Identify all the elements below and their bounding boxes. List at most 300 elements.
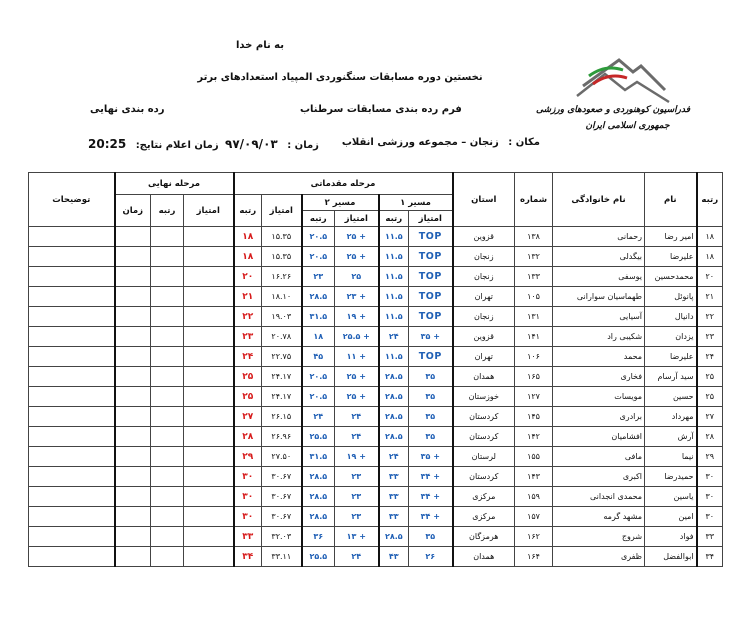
route2-score-cell: + ۱۳: [335, 527, 379, 547]
route1-score-cell: ۳۵: [409, 427, 453, 447]
prelim-rank-cell: ۳۳: [234, 527, 262, 547]
final-time-cell: [115, 287, 151, 307]
province-cell: کردستان: [453, 467, 515, 487]
province-cell: کردستان: [453, 427, 515, 447]
prelim-score-cell: ۲۴.۱۷: [262, 387, 302, 407]
number-cell: ۱۶۵: [515, 367, 553, 387]
final-time-cell: [115, 247, 151, 267]
first-name-cell: امیر رضا: [645, 227, 697, 247]
rank-cell: ۲۰: [697, 267, 723, 287]
route1-score-cell: + ۳۵: [409, 447, 453, 467]
rank-cell: ۱۸: [697, 227, 723, 247]
route2-rank-cell: ۲۰.۵: [302, 247, 335, 267]
number-cell: ۱۵۷: [515, 507, 553, 527]
route2-score-cell: + ۲۵.۵: [335, 327, 379, 347]
route2-score-cell: ۲۳: [335, 507, 379, 527]
route2-rank-cell: ۲۵.۵: [302, 547, 335, 567]
prelim-score-cell: ۳۰.۶۷: [262, 487, 302, 507]
notes-cell: [29, 467, 115, 487]
province-cell: همدان: [453, 367, 515, 387]
prelim-stage-header: مرحله مقدماتی: [234, 173, 453, 195]
prelim-score-cell: ۳۰.۶۷: [262, 507, 302, 527]
notes-cell: [29, 347, 115, 367]
route2-rank-cell: ۳۶: [302, 527, 335, 547]
rank-cell: ۲۱: [697, 287, 723, 307]
final-rank-cell: [151, 347, 184, 367]
number-cell: ۱۳۲: [515, 247, 553, 267]
route2-score-cell: + ۲۵: [335, 247, 379, 267]
final-score-cell: [184, 267, 234, 287]
first-name-cell: دانیال: [645, 307, 697, 327]
route1-rank-cell: ۱۱.۵: [379, 287, 409, 307]
final-score-cell: [184, 347, 234, 367]
table-row: [29, 527, 723, 547]
last-name-cell: محمدی انجدانی: [553, 487, 645, 507]
number-cell: ۱۴۱: [515, 327, 553, 347]
final-time-cell: [115, 267, 151, 287]
route1-rank-cell: ۳۳: [379, 487, 409, 507]
prelim-score-cell: ۲۷.۵۰: [262, 447, 302, 467]
rank-cell: ۲۵: [697, 387, 723, 407]
route1-score-cell: + ۳۴: [409, 487, 453, 507]
col-rank-header: رتبه: [697, 173, 723, 227]
route2-score-cell: ۲۴: [335, 427, 379, 447]
prelim-score-cell: ۱۵.۳۵: [262, 247, 302, 267]
final-time-cell: [115, 507, 151, 527]
route1-score-cell: ۳۵: [409, 407, 453, 427]
route2-rank-cell: ۲۴: [302, 407, 335, 427]
route1-rank-cell: ۴۳: [379, 547, 409, 567]
number-cell: ۱۵۹: [515, 487, 553, 507]
form-title: فرم رده بندی مسابقات سرطناب: [300, 104, 462, 115]
notes-cell: [29, 267, 115, 287]
first-name-cell: پانوئل: [645, 287, 697, 307]
route1-rank-cell: ۲۴: [379, 327, 409, 347]
federation-logo-text: [536, 102, 690, 134]
final-score-cell: [184, 367, 234, 387]
number-cell: ۱۲۷: [515, 387, 553, 407]
route2-rank-cell: ۲۰.۵: [302, 367, 335, 387]
final-time-cell: [115, 347, 151, 367]
first-name-cell: فواد: [645, 527, 697, 547]
table-row: [29, 427, 723, 447]
first-name-cell: نیما: [645, 447, 697, 467]
first-name-cell: علیرضا: [645, 347, 697, 367]
last-name-cell: بیگدلی: [553, 247, 645, 267]
logo-line-2: جمهوری اسلامی ایران: [585, 121, 670, 131]
route1-score-cell: TOP: [409, 347, 453, 367]
route1-rank-cell: ۱۱.۵: [379, 347, 409, 367]
route2-score-cell: ۲۳: [335, 487, 379, 507]
table-row: [29, 307, 723, 327]
last-name-cell: شروج: [553, 527, 645, 547]
rank-cell: ۲۴: [697, 347, 723, 367]
province-cell: همدان: [453, 547, 515, 567]
rank-cell: ۲۳: [697, 327, 723, 347]
route1-rank-cell: ۲۸.۵: [379, 367, 409, 387]
prelim-rank-cell: ۲۳: [234, 327, 262, 347]
province-cell: تهران: [453, 347, 515, 367]
route1-score-cell: TOP: [409, 307, 453, 327]
route2-rank-cell: ۳۱.۵: [302, 307, 335, 327]
first-name-cell: حسین: [645, 387, 697, 407]
table-row: [29, 547, 723, 567]
notes-cell: [29, 327, 115, 347]
notes-cell: [29, 547, 115, 567]
final-rank-cell: [151, 287, 184, 307]
final-ranking-label: رده بندی نهایی: [90, 104, 165, 115]
route2-rank-cell: ۲۸.۵: [302, 507, 335, 527]
number-cell: ۱۶۴: [515, 547, 553, 567]
table-row: [29, 347, 723, 367]
logo-line-1: فدراسیون کوهنوردی و صعودهای ورزشی: [536, 105, 690, 115]
flag-red-stripe: [593, 76, 627, 84]
route1-rank-cell: ۱۱.۵: [379, 307, 409, 327]
province-cell: لرستان: [453, 447, 515, 467]
competition-title: نخستین دوره مسابقات سنگنوردی المپیاد استعدادهای برتر: [197, 72, 483, 83]
mountain-peak-icon: [583, 60, 665, 90]
notes-cell: [29, 427, 115, 447]
route2-header: مسیر ۲: [302, 195, 379, 211]
province-cell: خوزستان: [453, 387, 515, 407]
table-row: [29, 227, 723, 247]
first-name-cell: ابوالفضل: [645, 547, 697, 567]
final-rank-cell: [151, 387, 184, 407]
prelim-rank-cell: ۲۱: [234, 287, 262, 307]
last-name-cell: طهماسیان سوارانی: [553, 287, 645, 307]
final-time-cell: [115, 367, 151, 387]
first-name-cell: مهرداد: [645, 407, 697, 427]
prelim-score-cell: ۱۸.۱۰: [262, 287, 302, 307]
route2-score-header: امتیاز: [335, 211, 379, 227]
province-cell: قزوین: [453, 227, 515, 247]
final-time-cell: [115, 527, 151, 547]
prelim-score-cell: ۲۶.۹۶: [262, 427, 302, 447]
results-time-info: [88, 137, 219, 151]
first-name-cell: یاسین: [645, 487, 697, 507]
final-score-cell: [184, 287, 234, 307]
prelim-rank-cell: ۲۲: [234, 307, 262, 327]
prelim-score-cell: ۲۶.۱۵: [262, 407, 302, 427]
table-row: [29, 467, 723, 487]
route1-score-cell: TOP: [409, 267, 453, 287]
final-rank-cell: [151, 307, 184, 327]
prelim-rank-cell: ۳۰: [234, 507, 262, 527]
prelim-rank-cell: ۲۹: [234, 447, 262, 467]
final-stage-header: مرحله نهایی: [115, 173, 234, 195]
route2-rank-cell: ۲۵.۵: [302, 427, 335, 447]
results-table-body: [29, 227, 723, 567]
last-name-cell: مافی: [553, 447, 645, 467]
prelim-rank-cell: ۳۴: [234, 547, 262, 567]
route2-score-cell: ۲۴: [335, 547, 379, 567]
province-cell: تهران: [453, 287, 515, 307]
final-score-cell: [184, 247, 234, 267]
notes-cell: [29, 447, 115, 467]
prelim-rank-cell: ۱۸: [234, 247, 262, 267]
province-cell: زنجان: [453, 307, 515, 327]
prelim-rank-header: رتبه: [234, 195, 262, 227]
prelim-score-cell: ۳۲.۰۳: [262, 527, 302, 547]
route2-rank-cell: ۴۵: [302, 347, 335, 367]
route2-score-cell: ۲۳: [335, 467, 379, 487]
prelim-score-cell: ۱۵.۳۵: [262, 227, 302, 247]
route1-rank-header: رتبه: [379, 211, 409, 227]
notes-cell: [29, 287, 115, 307]
last-name-cell: فخاری: [553, 367, 645, 387]
col-first-name-header: نام: [645, 173, 697, 227]
number-cell: ۱۵۵: [515, 447, 553, 467]
last-name-cell: شکیبی راد: [553, 327, 645, 347]
number-cell: ۱۳۱: [515, 307, 553, 327]
rank-cell: ۲۹: [697, 447, 723, 467]
province-cell: زنجان: [453, 267, 515, 287]
last-name-cell: رحمانی: [553, 227, 645, 247]
number-cell: ۱۰۵: [515, 287, 553, 307]
basmala-heading: به نام خدا: [235, 40, 285, 51]
prelim-rank-cell: ۲۸: [234, 427, 262, 447]
final-time-cell: [115, 467, 151, 487]
final-score-header: امتیاز: [184, 195, 234, 227]
route1-rank-cell: ۲۴: [379, 447, 409, 467]
final-score-cell: [184, 307, 234, 327]
prelim-score-cell: ۲۰.۷۸: [262, 327, 302, 347]
notes-cell: [29, 407, 115, 427]
prelim-rank-cell: ۲۵: [234, 387, 262, 407]
route2-rank-cell: ۲۸.۵: [302, 487, 335, 507]
number-cell: ۱۴۲: [515, 427, 553, 447]
route1-score-cell: TOP: [409, 227, 453, 247]
final-rank-cell: [151, 367, 184, 387]
final-rank-cell: [151, 327, 184, 347]
final-time-cell: [115, 327, 151, 347]
final-time-cell: [115, 387, 151, 407]
last-name-cell: محمد: [553, 347, 645, 367]
table-row: [29, 507, 723, 527]
last-name-cell: آسیایی: [553, 307, 645, 327]
number-cell: ۱۰۶: [515, 347, 553, 367]
route2-rank-cell: ۲۸.۵: [302, 467, 335, 487]
prelim-score-cell: ۲۴.۱۷: [262, 367, 302, 387]
final-score-cell: [184, 407, 234, 427]
route2-score-cell: ۲۵: [335, 267, 379, 287]
last-name-cell: ظفری: [553, 547, 645, 567]
prelim-rank-cell: ۲۷: [234, 407, 262, 427]
col-province-header: استان: [453, 173, 515, 227]
table-row: [29, 267, 723, 287]
route1-score-cell: + ۳۵: [409, 327, 453, 347]
notes-cell: [29, 507, 115, 527]
final-score-cell: [184, 507, 234, 527]
route2-rank-cell: ۱۸: [302, 327, 335, 347]
notes-cell: [29, 527, 115, 547]
prelim-rank-cell: ۲۰: [234, 267, 262, 287]
rank-cell: ۱۸: [697, 247, 723, 267]
table-row: [29, 487, 723, 507]
rank-cell: ۳۰: [697, 507, 723, 527]
route1-rank-cell: ۲۸.۵: [379, 527, 409, 547]
date-info: [225, 137, 319, 151]
prelim-score-cell: ۱۶.۲۶: [262, 267, 302, 287]
route1-header: مسیر ۱: [379, 195, 453, 211]
route2-score-cell: + ۱۹: [335, 447, 379, 467]
first-name-cell: محمدحسین: [645, 267, 697, 287]
table-row: [29, 247, 723, 267]
prelim-score-header: امتیاز: [262, 195, 302, 227]
number-cell: ۱۳۳: [515, 267, 553, 287]
final-rank-cell: [151, 227, 184, 247]
final-rank-cell: [151, 467, 184, 487]
route2-score-cell: + ۱۱: [335, 347, 379, 367]
route2-score-cell: + ۲۵: [335, 367, 379, 387]
rank-cell: ۲۷: [697, 407, 723, 427]
results-table: [28, 172, 723, 567]
first-name-cell: یزدان: [645, 327, 697, 347]
route2-score-cell: + ۱۹: [335, 307, 379, 327]
route2-rank-cell: ۳۱.۵: [302, 447, 335, 467]
rank-cell: ۲۲: [697, 307, 723, 327]
prelim-score-cell: ۲۲.۷۵: [262, 347, 302, 367]
final-time-cell: [115, 447, 151, 467]
route2-rank-cell: ۲۰.۵: [302, 387, 335, 407]
final-rank-cell: [151, 507, 184, 527]
place-info: [342, 137, 540, 148]
place-value: زنجان – مجموعه ورزشی انقلاب: [341, 137, 499, 148]
route1-rank-cell: ۲۸.۵: [379, 387, 409, 407]
route2-score-cell: + ۲۳: [335, 287, 379, 307]
route2-rank-cell: ۲۸.۵: [302, 287, 335, 307]
route2-rank-header: رتبه: [302, 211, 335, 227]
final-time-cell: [115, 547, 151, 567]
province-cell: قزوین: [453, 327, 515, 347]
route1-score-cell: ۳۵: [409, 527, 453, 547]
notes-cell: [29, 307, 115, 327]
final-rank-cell: [151, 407, 184, 427]
rank-cell: ۳۰: [697, 487, 723, 507]
route1-score-cell: ۳۵: [409, 387, 453, 407]
notes-cell: [29, 367, 115, 387]
final-time-cell: [115, 427, 151, 447]
col-number-header: شماره: [515, 173, 553, 227]
number-cell: ۱۴۳: [515, 467, 553, 487]
final-score-cell: [184, 427, 234, 447]
route2-rank-cell: ۲۰.۵: [302, 227, 335, 247]
prelim-score-cell: ۳۳.۱۱: [262, 547, 302, 567]
first-name-cell: امین: [645, 507, 697, 527]
results-time-value: 20:25: [88, 137, 127, 151]
final-rank-cell: [151, 487, 184, 507]
final-score-cell: [184, 527, 234, 547]
route2-score-cell: + ۲۵: [335, 387, 379, 407]
final-rank-header: رتبه: [151, 195, 184, 227]
last-name-cell: مشهد گرمه: [553, 507, 645, 527]
final-rank-cell: [151, 267, 184, 287]
final-rank-cell: [151, 547, 184, 567]
final-time-header: زمان: [115, 195, 151, 227]
col-last-name-header: نام خانوادگی: [553, 173, 645, 227]
rank-cell: ۳۳: [697, 527, 723, 547]
prelim-rank-cell: ۳۰: [234, 467, 262, 487]
prelim-rank-cell: ۱۸: [234, 227, 262, 247]
province-cell: کردستان: [453, 407, 515, 427]
notes-cell: [29, 247, 115, 267]
results-time-label: زمان اعلام نتایج:: [135, 140, 219, 151]
route1-score-cell: TOP: [409, 287, 453, 307]
table-row: [29, 387, 723, 407]
notes-cell: [29, 487, 115, 507]
route1-score-header: امتیاز: [409, 211, 453, 227]
final-score-cell: [184, 547, 234, 567]
route1-score-cell: + ۳۴: [409, 467, 453, 487]
date-label: زمان :: [287, 140, 319, 151]
province-cell: هرمزگان: [453, 527, 515, 547]
last-name-cell: برادری: [553, 407, 645, 427]
final-rank-cell: [151, 527, 184, 547]
route1-score-cell: TOP: [409, 247, 453, 267]
final-score-cell: [184, 227, 234, 247]
final-time-cell: [115, 227, 151, 247]
last-name-cell: یوسفی: [553, 267, 645, 287]
col-notes-header: توضیحات: [29, 173, 115, 227]
notes-cell: [29, 227, 115, 247]
province-cell: مرکزی: [453, 507, 515, 527]
final-time-cell: [115, 407, 151, 427]
number-cell: ۱۶۲: [515, 527, 553, 547]
prelim-rank-cell: ۲۵: [234, 367, 262, 387]
route1-rank-cell: ۱۱.۵: [379, 267, 409, 287]
final-score-cell: [184, 447, 234, 467]
date-value: ۹۷/۰۹/۰۳: [225, 137, 278, 151]
final-rank-cell: [151, 447, 184, 467]
rank-cell: ۳۴: [697, 547, 723, 567]
table-row: [29, 447, 723, 467]
table-row: [29, 327, 723, 347]
table-row: [29, 367, 723, 387]
route1-rank-cell: ۱۱.۵: [379, 227, 409, 247]
route1-rank-cell: ۳۳: [379, 467, 409, 487]
final-time-cell: [115, 307, 151, 327]
place-label: مکان :: [508, 137, 540, 148]
route1-score-cell: + ۳۴: [409, 507, 453, 527]
first-name-cell: آرش: [645, 427, 697, 447]
prelim-rank-cell: ۲۴: [234, 347, 262, 367]
rank-cell: ۳۰: [697, 467, 723, 487]
route2-score-cell: ۲۴: [335, 407, 379, 427]
final-score-cell: [184, 387, 234, 407]
prelim-rank-cell: ۳۰: [234, 487, 262, 507]
route1-rank-cell: ۲۸.۵: [379, 407, 409, 427]
province-cell: مرکزی: [453, 487, 515, 507]
route2-score-cell: + ۲۵: [335, 227, 379, 247]
final-rank-cell: [151, 247, 184, 267]
final-score-cell: [184, 467, 234, 487]
province-cell: زنجان: [453, 247, 515, 267]
rank-cell: ۲۸: [697, 427, 723, 447]
route1-rank-cell: ۳۳: [379, 507, 409, 527]
first-name-cell: حمیدرضا: [645, 467, 697, 487]
route1-score-cell: ۳۵: [409, 367, 453, 387]
prelim-score-cell: ۳۰.۶۷: [262, 467, 302, 487]
rank-cell: ۲۵: [697, 367, 723, 387]
first-name-cell: سید آرسام: [645, 367, 697, 387]
table-row: [29, 287, 723, 307]
route1-score-cell: ۲۶: [409, 547, 453, 567]
first-name-cell: علیرضا: [645, 247, 697, 267]
last-name-cell: افشامیان: [553, 427, 645, 447]
last-name-cell: مویسات: [553, 387, 645, 407]
final-score-cell: [184, 327, 234, 347]
route1-rank-cell: ۱۱.۵: [379, 247, 409, 267]
